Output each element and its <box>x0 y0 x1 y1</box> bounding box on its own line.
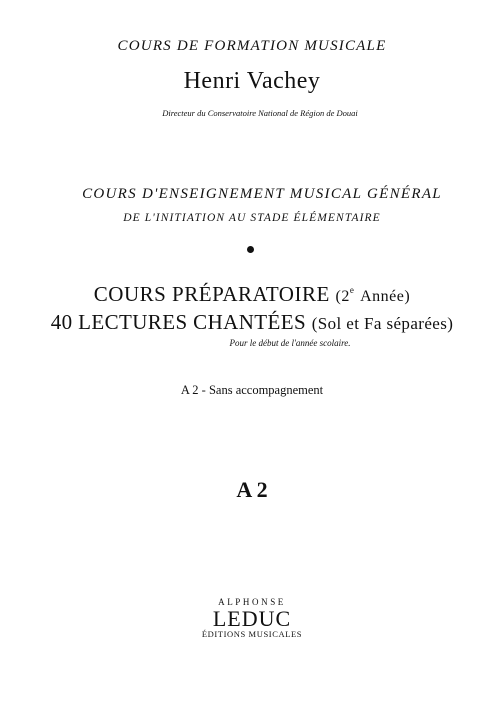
series-title: COURS DE FORMATION MUSICALE <box>117 38 387 54</box>
work-title-main: COURS PRÉPARATOIRE <box>93 282 330 306</box>
publisher-logo-line-1: ALPHONSE <box>218 597 286 607</box>
work-title-line-1 <box>0 282 504 307</box>
publisher-logo-line-3: ÉDITIONS MUSICALES <box>201 629 303 639</box>
work-title-year: (2 <box>335 288 350 305</box>
course-subtitle: DE L'INITIATION AU STADE ÉLÉMENTAIRE <box>123 212 381 224</box>
work-title-line-2 <box>0 310 504 335</box>
work-title-clefs: (Sol et Fa séparées) <box>311 314 454 333</box>
author-name: Henri Vachey <box>183 68 321 94</box>
author-role: Directeur du Conservatoire National de Région de Douai <box>162 108 358 118</box>
work-title-count: 40 <box>50 310 73 334</box>
publisher-logo-name: LEDUC <box>212 606 292 631</box>
work-title-year-superscript: e <box>349 285 355 295</box>
work-code: A 2 <box>236 477 268 502</box>
bullet-separator <box>247 246 254 253</box>
work-title-subject: LECTURES CHANTÉES <box>78 310 307 334</box>
work-title-year-tail: Année) <box>360 288 411 305</box>
work-variant: A 2 - Sans accompagnement <box>180 383 324 397</box>
course-title: COURS D'ENSEIGNEMENT MUSICAL GÉNÉRAL <box>82 186 442 202</box>
work-note: Pour le début de l'année scolaire. <box>229 338 351 348</box>
